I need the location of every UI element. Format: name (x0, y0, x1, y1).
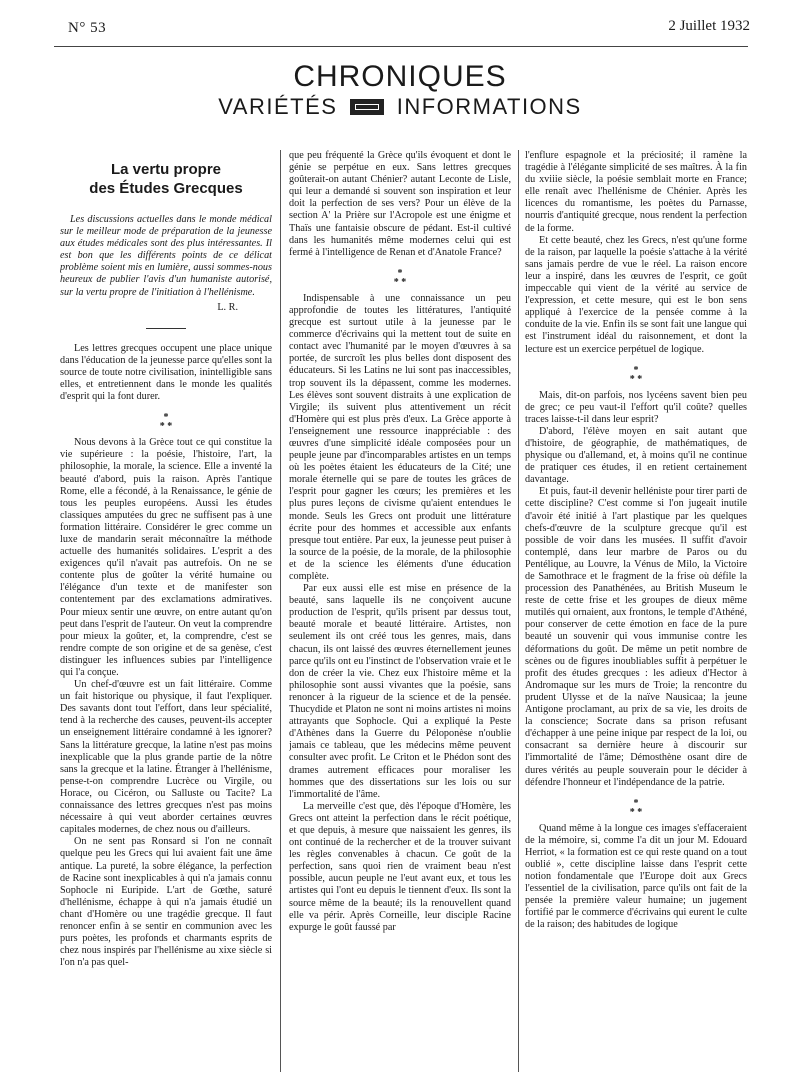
paragraph: Quand même à la longue ces images s'effaceraient de la mémoire, si, comme l'a dit un jour M. Edouard Herriot, « la formation est ce qui reste quand on a tout oublié », cette discipline laisse dans l'esprit cette notion fondamentale que l'Europe doit aux Grecs l'essentiel de la civilisation, parce qu'ils ont fait de la pensée la première valeur humaine; un jugement fortifié par le commerce d'écrivains qui eurent le culte de la raison; des habitudes de logique (525, 822, 747, 931)
paragraph: Et puis, faut-il devenir helléniste pour tirer parti de cette discipline? C'est comme si l'on jugeait inutile d'avoir été initié à l'art plastique par les quelques chefs-d'œuvre de la sculpture grecque qu'il est possible de voir dans les musées. Il suffit d'avoir contemplé, dans leur marbre de Paros ou du Pentélique, au Louvre, la Vénus de Milo, la Victoire de Samothrace et le fragment de la frise où défile la procession des Panathénées, au British Museum le reste de cette frise et les groupes de dieux même mutilés qui ornaient, aux frontons, le temple d'Athéné, pour conserver de cette émotion en face de la pure beauté un souvenir qui vous immunise contre les déformations du goût. De même un petit nombre de scènes ou de figures inoubliables suffit à perpétuer le profit des études grecques : les adieux d'Hector à Andromaque sur les murs de Troie; la rencontre du prudent Ulysse et de la naïve Nausicaa; la jeune Antigone proclamant, au prix de sa vie, les droits de la conscience; Socrate dans sa prison refusant d'échapper à une peine inique par respect de la loi, ou consacrant sa dernière heure à discourir sur l'immortalité de l'âme; Démosthène osant dire de dures vérités au peuple souverain pour le décider à défendre l'honneur et l'indépendance de la patrie. (525, 486, 747, 788)
article-intro: Les discussions actuelles dans le monde médical sur le meilleur mode de préparation de la jeunesse aux études médicales sont des plus intéressantes. Il est bon que les différents points de ce délicat problème soient mis en lumière, aussi sommes-nous heureux de publier l'avis d'un humaniste autorisé, sur la vertu propre de l'initiation à l'hellénisme. (60, 214, 272, 298)
section-stars: * * * (629, 364, 643, 385)
paragraph: Nous devons à la Grèce tout ce qui constitue la vie supérieure : la poésie, l'histoire, l'art, la philosophie, la morale, la science. Elle a inventé la beauté d'abord, puis la raison. Après l'antique Rome, elle a fécondé, à la Renaissance, le génie de tous les peuples européens. Aussi les études classiques amputées du grec ne suffisent pas à une formation littéraire. Considérer le grec comme un luxe de mandarin serait méconnaître la méthode actuelle des humanités solidaires. L'esprit a des exigences qu'il n'avait pas autrefois. On ne se contente plus de goûter la vérité humaine ou l'élégance d'un texte et de manifester son contentement par des exclamations admiratives. Pour mieux sentir une œuvre, on entre autant qu'on peut dans l'esprit de l'auteur. On veut la comprendre pour mieux la goûter, et, la comprendre, c'est se rendre compte de son origine et de sa genèse, c'est distinguer les influences subies par l'intelligence qui l'a conçue. (60, 437, 272, 678)
issue-date: 2 Juillet 1932 (668, 18, 750, 34)
header-rule (54, 46, 748, 47)
paragraph: Par eux aussi elle est mise en présence de la beauté, sans laquelle ils ne conçoivent aucune production de l'esprit, qu'ils prisent par dessus tout, beauté morale et beauté littéraire. Artistes, non seulement ils ont créé tous les genres, mais, dans chacun, ils ont laissé des œuvres éternellement jeunes parce qu'ils ont eu l'instinct de l'observation vraie et le don de créer la vie. Chez eux l'histoire même et la philosophie sont aussi vivantes que la poésie, sans renoncer à la rigueur de la science et de la pensée. Thucydide et Platon ne sont ni moins artistes ni moins attrayants que Sophocle. Qui a expliqué la Peste d'Athènes dans la Guerre du Péloponèse n'oublie jamais ce tableau, que les médecins même peuvent consulter avec profit. Le Criton et le Phédon sont des drames autrement efficaces pour moraliser les hommes que des dissertations sur les lois ou sur l'immortalité de l'âme. (289, 583, 511, 800)
column-2 (289, 150, 511, 1075)
paragraph: Indispensable à une connaissance un peu approfondie de toutes les littératures, l'antiquité grecque est surtout utile à la jeunesse par le commerce d'écrivains qui la mettent tout de suite en contact avec l'humanité par le moyen d'œuvres à sa portée, de surcroît les plus belles dont disposent des éducateurs. Si les Latins ne lui sont pas inaccessibles, trop souvent ils la dépassent, comme les modernes. Les élèves sont souvent distraits à une explication de Virgile; ils suivent plus attentivement un récit d'Homère qui est plus près d'eux. La Grèce apporte à l'enseignement une ressource inappréciable : des œuvres d'une simplicité idéale composées pour un peuple jeune par d'incomparables artistes en un temps où les poètes étaient les éducateurs de la Cité; une morale éternelle qui se pare de toutes les grâces de l'esprit pour gagner les cœurs; les premières et les plus pures leçons de civisme qu'aient entendues le monde. Seuls les Grecs ont produit une littérature écrite pour des hommes et accessible aux enfants presque tout entière. Par eux, la jeunesse peut puiser à la source de la poésie, de la morale, de la philosophie et de la science les éléments d'une éducation complète. (289, 292, 511, 582)
column-divider (280, 150, 281, 1072)
paragraph: La merveille c'est que, dès l'époque d'Homère, les Grecs ont atteint la perfection dans le récit poétique, et que depuis, à mesure que naissaient les genres, ils ont continué de la rechercher et de la trouver suivant les règles convenables à chacun. Ce goût de la perfection, sans quoi rien de vraiment beau n'est possible, aucun peuple ne l'eut avant eux, et tous les artistes qui l'ont eu depuis le tiennent d'eux. Ils sont la source même de la beauté; ils la renouvellent quand elle va périr. Après Corneille, leur disciple Racine expurge le goût faussé par (289, 800, 511, 933)
column-divider (518, 150, 519, 1072)
column-1 (60, 160, 272, 1075)
column-3 (525, 150, 747, 1075)
paragraph: l'enflure espagnole et la préciosité; il ramène la tragédie à l'élégante simplicité de ses maîtres. À la fin du xviiie siècle, la poésie semblait morte en France; elle renaît avec l'hellénisme de Chénier. Après les licences du romantisme, les poètes du Parnasse, nourris d'antiquité grecque, nous rendent la perfection de la forme. (525, 150, 747, 234)
page-number: N° 53 (68, 20, 107, 36)
paragraph: D'abord, l'élève moyen en sait autant que d'histoire, de géographie, de mathématiques, de physique ou d'allemand, et, à moins qu'il ne continue de pratiquer ces études, il en retient certainement davantage. (525, 425, 747, 486)
paragraph: On ne sent pas Ronsard si l'on ne connaît quelque peu les Grecs qui lui avaient fait une âme antique. La pureté, la sobre élégance, la perfection de Racine sont inexplicables à qui n'a jamais connu Sophocle ni Euripide. L'art de Gœthe, saturé d'hellénisme, échappe à qui n'a jamais étudié un chant d'Homère ou une tragédie grecque. Il faut renoncer enfin à se sentir en communion avec les purs poètes, les profonds et charmants esprits de chez nous inspirés par l'hellénisme au xixe siècle si l'on n'a pas quel- (60, 836, 272, 969)
article-signature: L. R. (217, 301, 238, 313)
paragraph: Et cette beauté, chez les Grecs, n'est qu'une forme de la raison, par laquelle la poésie s'attache à la vérité sans jamais perdre de vue le réel. La raison encore leur a inspiré, dans les œuvres de l'esprit, ce goût impeccable qui vient de la vérité au service de l'expression, et cette mesure, qui est le bon sens appliqué à l'exercice de la pensée comme à la conduite de la vie. Enfin ils se sont fait une langue qui est l'instrument idéal du raisonnement, et dont la lecture est un exercice perpétuel de logique. (525, 234, 747, 355)
paragraph: que peu fréquenté la Grèce qu'ils évoquent et dont le génie se perpétue en eux. Sans lettres grecques goûterait-on autant Chénier? autant Leconte de Lisle, qui leur a demandé si souvent son inspiration et leur doit la perfection de ses vers? Pour un élève de la section A' la Prière sur l'Acropole est une énigme et Thaïs une fantaisie obscure de pédant. Est-il cultivé dans les humanités même modernes celui qui est fermé à l'intelligence de Renan et d'Anatole France? (289, 150, 511, 258)
section-stars: * * * (393, 267, 407, 288)
banner-subtitle (0, 94, 800, 120)
article-title-line1: La vertu propre (110, 161, 222, 178)
banner-informations: INFORMATIONS (396, 94, 582, 119)
paragraph: Un chef-d'œuvre est un fait littéraire. Comme un fait historique ou physique, il faut l'expliquer. Des savants dont tout l'effort, dans leur spécialité, tend à la recherche des causes, peuvent-ils accepter un enseignement littéraire condamné à les ignorer? Sans la littérature grecque, la latine n'est pas moins inexplicable que la plus grande partie de la nôtre sans la grecque et la latine. Étranger à l'hellénisme, pense-t-on comprendre Lucrèce ou Virgile, ou Horace, ou Cicéron, ou Salluste ou Tacite? La connaissance des lettres grecques n'est pas moins nécessaire à qui veut aborder certaines œuvres capitales modernes, de chez nous ou d'ailleurs. (60, 679, 272, 836)
article-title (60, 160, 272, 198)
section-stars: * * * (629, 797, 643, 818)
banner-varietes: VARIÉTÉS (218, 94, 338, 119)
section-stars: * * * (159, 412, 173, 433)
section-rule (146, 328, 186, 329)
article-title-line2: des Études Grecques (89, 180, 243, 197)
paragraph: Mais, dit-on parfois, nos lycéens savent bien peu de grec; ce peu vaut-il l'effort qu'il coûte? quelles traces laisse-t-il dans leur esprit? (525, 389, 747, 425)
ornament-icon (350, 99, 384, 115)
paragraph: Les lettres grecques occupent une place unique dans l'éducation de la jeunesse parce qu'elles sont la source de toute notre civilisation, inintelligible sans elles, et entretiennent dans le monde les qualités d'esprit qui la font durer. (60, 342, 272, 403)
banner-chroniques: CHRONIQUES (293, 60, 507, 93)
